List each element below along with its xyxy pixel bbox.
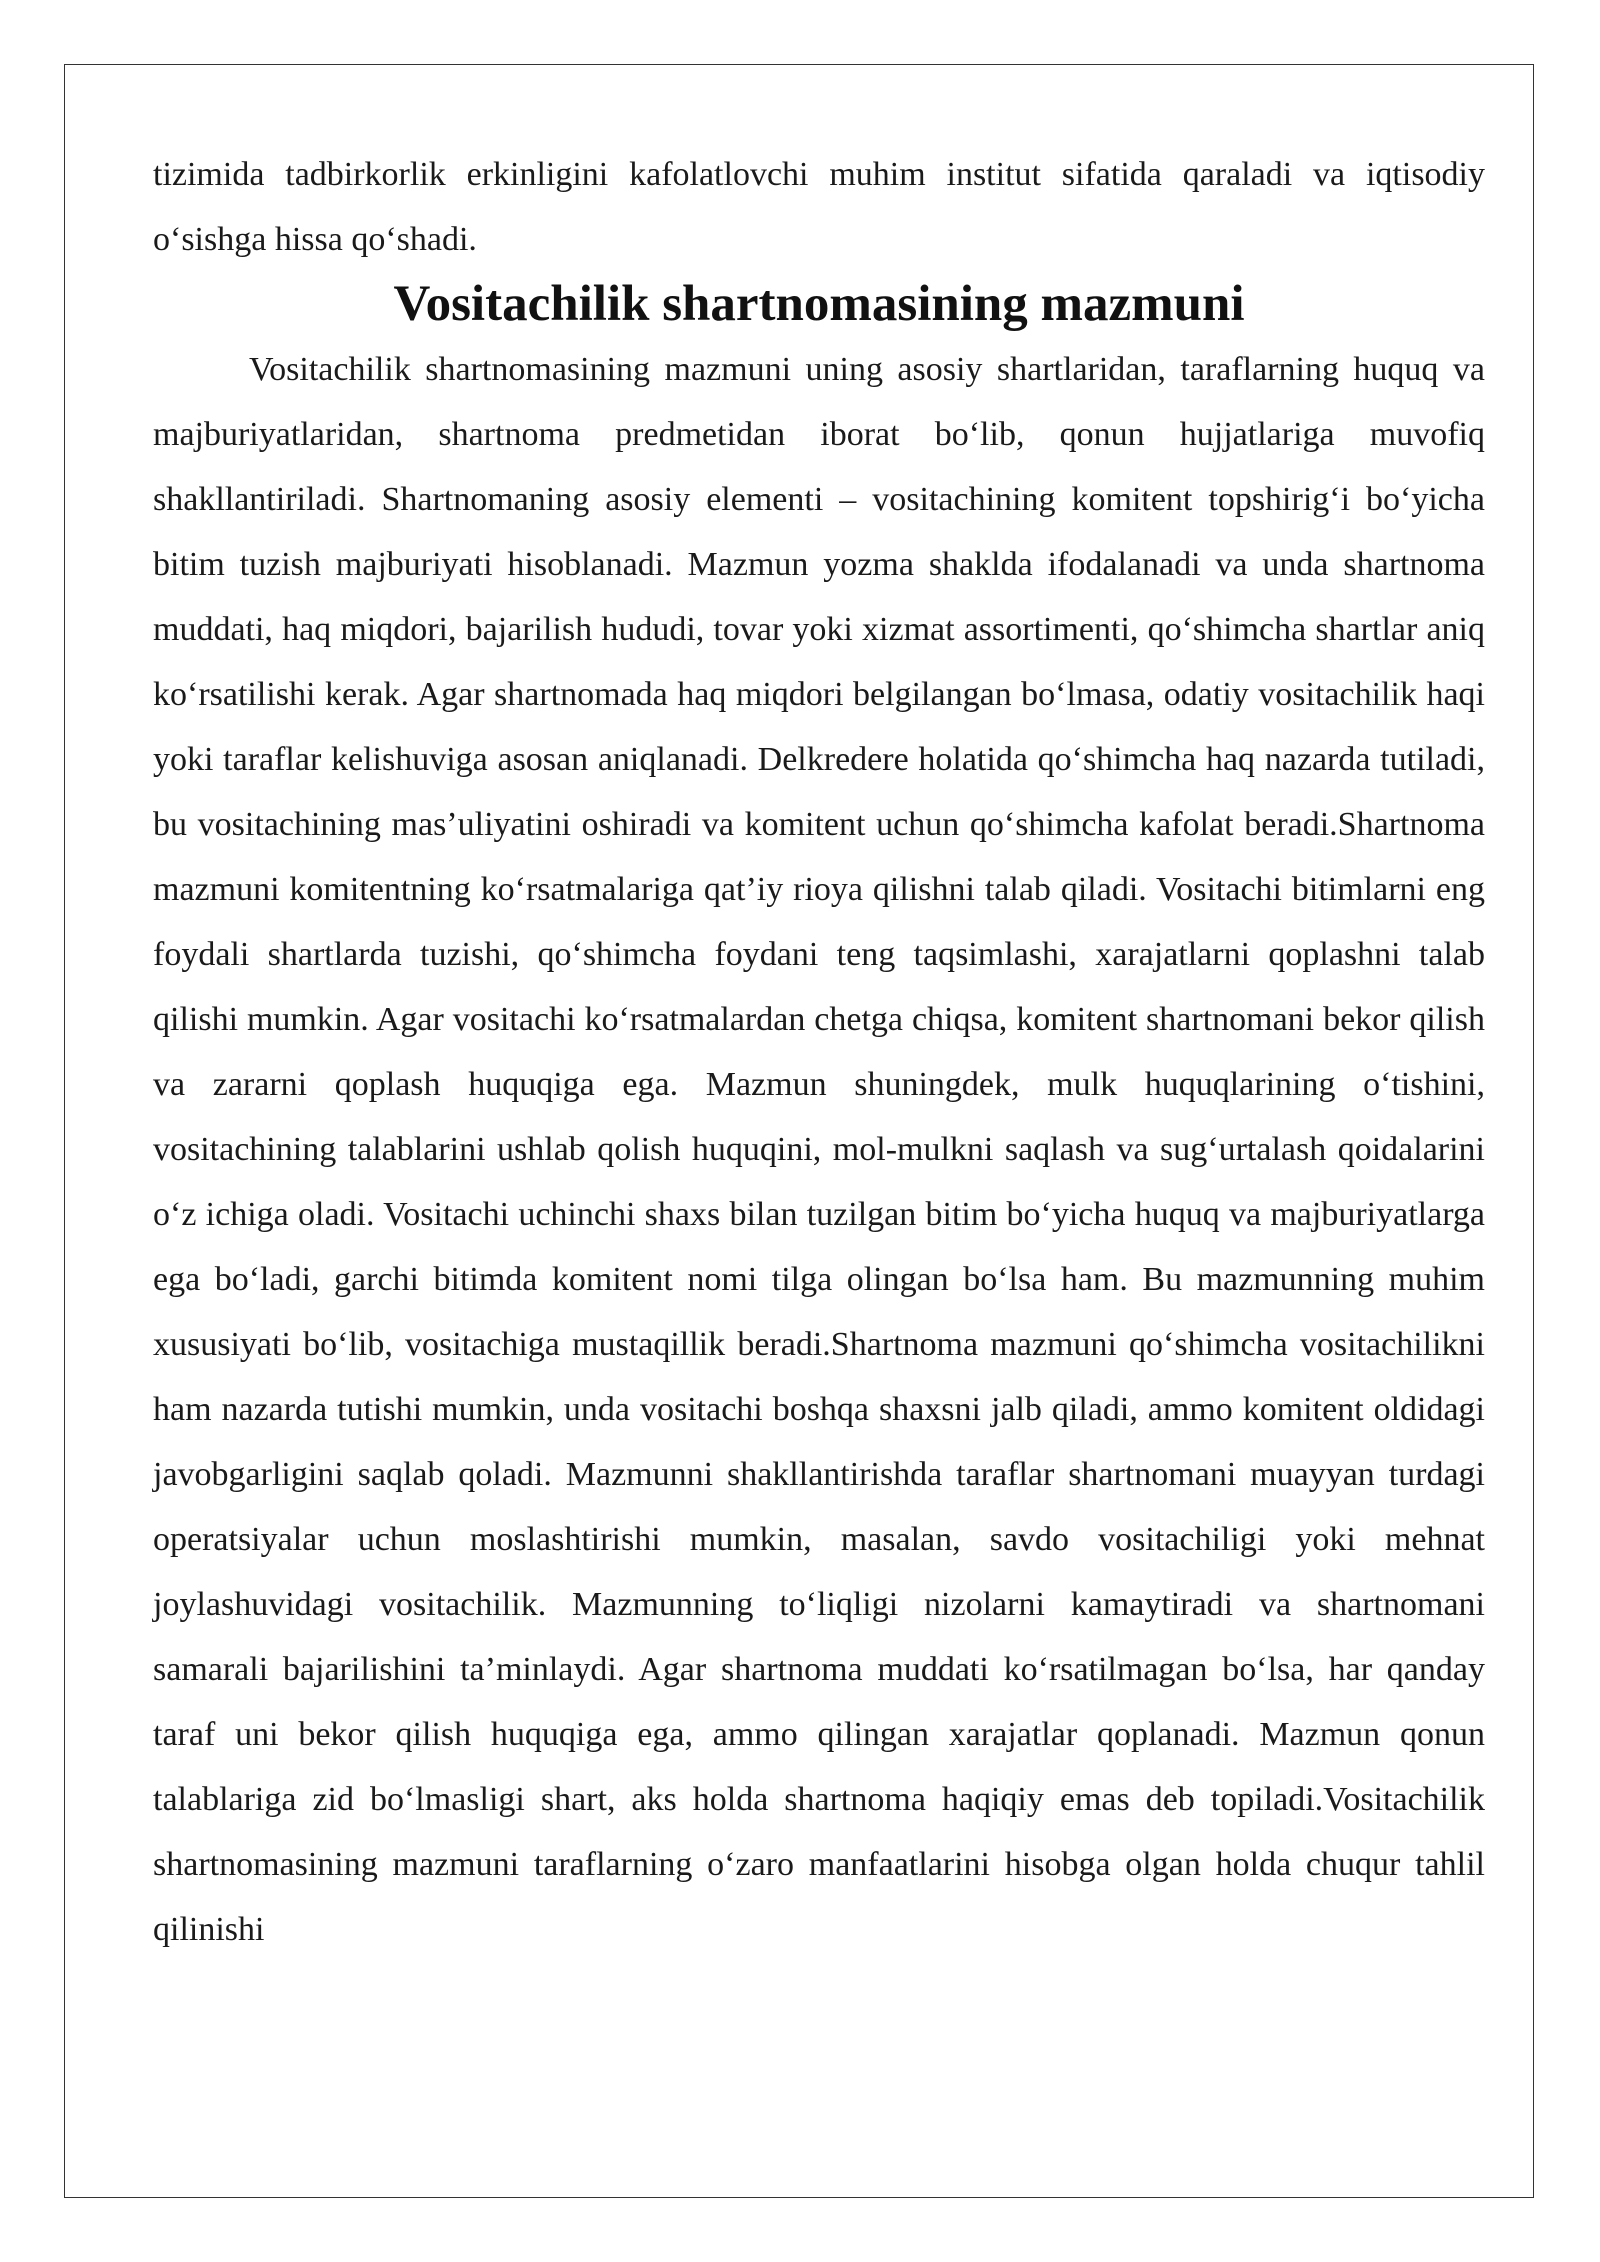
section-heading: Vositachilik shartnomasining mazmuni	[393, 276, 1245, 332]
continuation-paragraph: tizimida tadbirkorlik erkinligini kafolatlovchi muhim institut sifatida qaraladi va iqtisodiy o‘sishga hissa qo‘shadi.	[153, 156, 1485, 258]
document-body	[153, 142, 1485, 1962]
body-paragraph: Vositachilik shartnomasining mazmuni uning asosiy shartlaridan, taraflarning huquq va majburiyatlaridan, shartnoma predmetidan iborat bo‘lib, qonun hujjatlariga muvofiq shakllantiriladi. Shartnomaning asosiy elementi – vositachining komitent topshirig‘i bo‘yicha bitim tuzish majburiyati hisoblanadi. Mazmun yozma shaklda ifodalanadi va unda shartnoma muddati, haq miqdori, bajarilish hududi, tovar yoki xizmat assortimenti, qo‘shimcha shartlar aniq ko‘rsatilishi kerak. Agar shartnomada haq miqdori belgilangan bo‘lmasa, odatiy vositachilik haqi yoki taraflar kelishuviga asosan aniqlanadi. Delkredere holatida qo‘shimcha haq nazarda tutiladi, bu vositachining mas’uliyatini oshiradi va komitent uchun qo‘shimcha kafolat beradi.Shartnoma mazmuni komitentning ko‘rsatmalariga qat’iy rioya qilishni talab qiladi. Vositachi bitimlarni eng foydali shartlarda tuzishi, qo‘shimcha foydani teng taqsimlashi, xarajatlarni qoplashni talab qilishi mumkin. Agar vositachi ko‘rsatmalardan chetga chiqsa, komitent shartnomani bekor qilish va zararni qoplash huquqiga ega. Mazmun shuningdek, mulk huquqlarining o‘tishini, vositachining talablarini ushlab qolish huquqini, mol-mulkni saqlash va sug‘urtalash qoidalarini o‘z ichiga oladi. Vositachi uchinchi shaxs bilan tuzilgan bitim bo‘yicha huquq va majburiyatlarga ega bo‘ladi, garchi bitimda komitent nomi tilga olingan bo‘lsa ham. Bu mazmunning muhim xususiyati bo‘lib, vositachiga mustaqillik beradi.Shartnoma mazmuni qo‘shimcha vositachilikni ham nazarda tutishi mumkin, unda vositachi boshqa shaxsni jalb qiladi, ammo komitent oldidagi javobgarligini saqlab qoladi. Mazmunni shakllantirishda taraflar shartnomani muayyan turdagi operatsiyalar uchun moslashtirishi mumkin, masalan, savdo vositachiligi yoki mehnat joylashuvidagi vositachilik. Mazmunning to‘liqligi nizolarni kamaytiradi va shartnomani samarali bajarilishini ta’minlaydi. Agar shartnoma muddati ko‘rsatilmagan bo‘lsa, har qanday taraf uni bekor qilish huquqiga ega, ammo qilingan xarajatlar qoplanadi. Mazmun qonun talablariga zid bo‘lmasligi shart, aks holda shartnoma haqiqiy emas deb topiladi.Vositachilik shartnomasining mazmuni taraflarning o‘zaro manfaatlarini hisobga olgan holda chuqur tahlil qilinishi	[153, 351, 1485, 1948]
